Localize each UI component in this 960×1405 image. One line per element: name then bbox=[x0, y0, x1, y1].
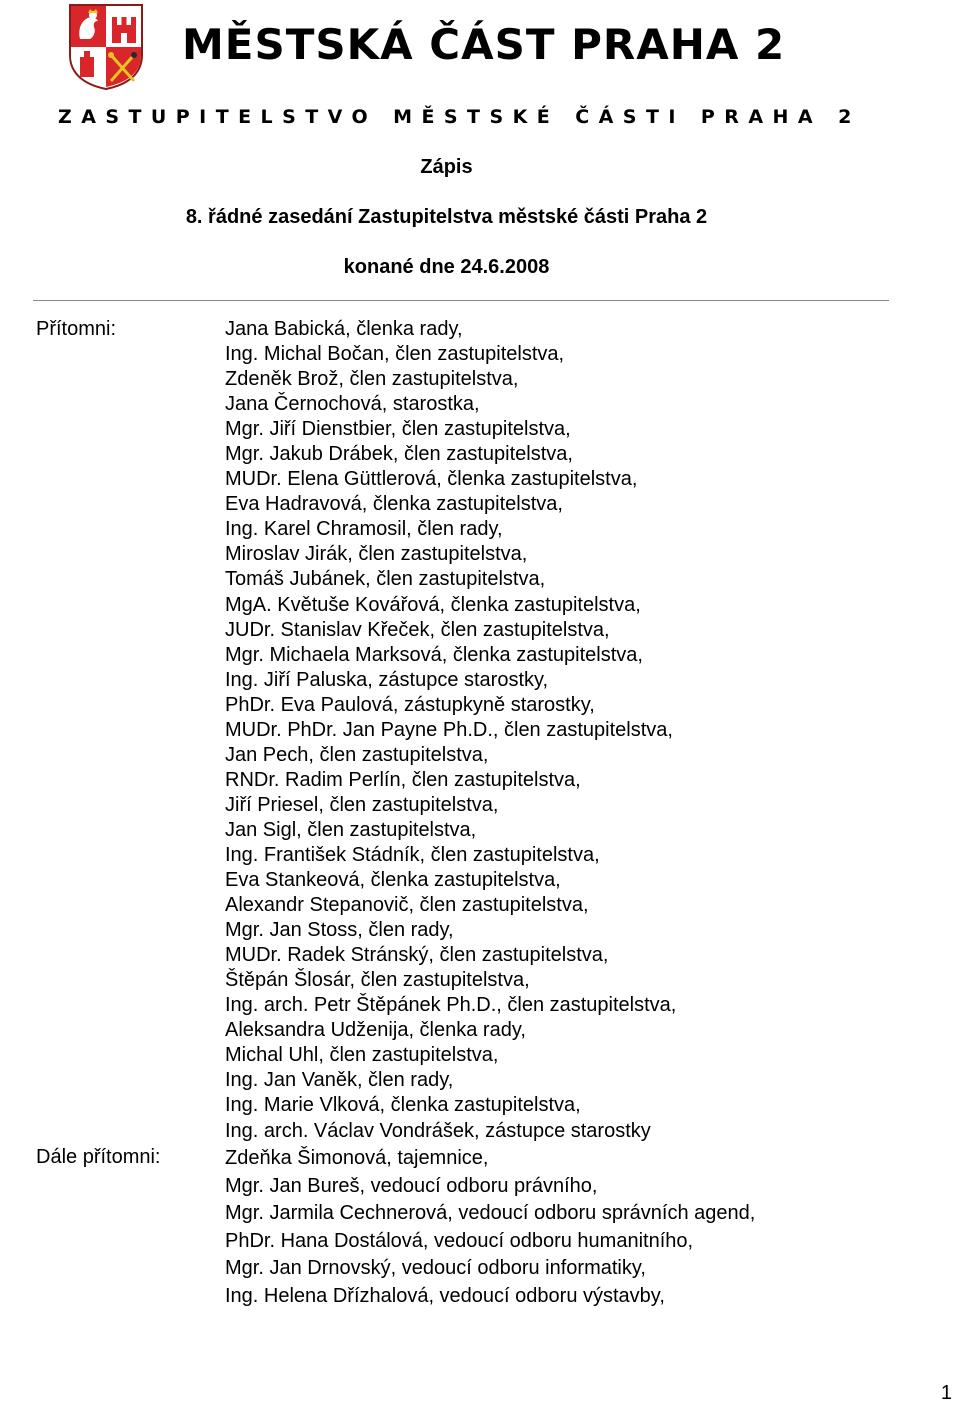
attendee-entry: MUDr. Elena Güttlerová, členka zastupitelstva, bbox=[225, 468, 638, 491]
attendee-entry: Aleksandra Udženija, členka rady, bbox=[225, 1019, 526, 1042]
attendee-entry: Jiří Priesel, člen zastupitelstva, bbox=[225, 793, 499, 816]
attendee-entry: Eva Stankeová, členka zastupitelstva, bbox=[225, 869, 561, 892]
attendee-entry: MgA. Květuše Kovářová, členka zastupitelstva, bbox=[225, 593, 641, 616]
attendee-entry: Mgr. Michaela Marksová, členka zastupitelstva, bbox=[225, 643, 643, 666]
attendee-entry: Mgr. Jarmila Cechnerová, vedoucí odboru správních agend, bbox=[225, 1202, 756, 1225]
attendee-entry: RNDr. Radim Perlín, člen zastupitelstva, bbox=[225, 768, 581, 791]
session-heading: 8. řádné zasedání Zastupitelstva městské části Praha 2 bbox=[185, 206, 708, 228]
attendee-entry: Mgr. Jan Drnovský, vedoucí odboru informatiky, bbox=[225, 1257, 646, 1280]
attendee-entry: Miroslav Jirák, člen zastupitelstva, bbox=[225, 543, 528, 566]
attendee-entry: MUDr. PhDr. Jan Payne Ph.D., člen zastupitelstva, bbox=[225, 718, 673, 741]
attendee-entry: Ing. Marie Vlková, členka zastupitelstva, bbox=[225, 1094, 581, 1117]
attendee-entry: Ing. František Stádník, člen zastupitelstva, bbox=[225, 843, 600, 866]
page-number: 1 bbox=[940, 1382, 952, 1404]
attendee-entry: Jan Pech, člen zastupitelstva, bbox=[225, 743, 489, 766]
attendee-entry: Mgr. Jiří Dienstbier, člen zastupitelstva, bbox=[225, 418, 571, 441]
praha-2-coat-of-arms-icon bbox=[68, 3, 144, 91]
also-present-list bbox=[225, 1145, 755, 1311]
attendee-entry: Ing. Karel Chramosil, člen rady, bbox=[225, 518, 503, 541]
attendee-entry: Mgr. Jan Stoss, člen rady, bbox=[225, 919, 454, 942]
attendee-entry: Ing. Jan Vaněk, člen rady, bbox=[225, 1069, 454, 1092]
attendee-entry: Eva Hadravová, členka zastupitelstva, bbox=[225, 493, 563, 516]
attendee-entry: Mgr. Jakub Drábek, člen zastupitelstva, bbox=[225, 443, 573, 466]
session-date: konané dne 24.6.2008 bbox=[343, 256, 550, 278]
present-members-list bbox=[225, 317, 676, 1144]
attendee-entry: Jan Sigl, člen zastupitelstva, bbox=[225, 818, 477, 841]
attendee-entry: MUDr. Radek Stránský, člen zastupitelstva, bbox=[225, 944, 609, 967]
masthead-title: MĚSTSKÁ ČÁST PRAHA 2 bbox=[182, 20, 786, 69]
attendee-entry: Alexandr Stepanovič, člen zastupitelstva, bbox=[225, 894, 589, 917]
attendee-entry: Mgr. Jan Bureš, vedoucí odboru právního, bbox=[225, 1174, 598, 1197]
attendee-entry: Ing. Jiří Paluska, zástupce starostky, bbox=[225, 668, 549, 691]
attendee-entry: Tomáš Jubánek, člen zastupitelstva, bbox=[225, 568, 546, 591]
masthead-subtitle: ZASTUPITELSTVO MĚSTSKÉ ČÁSTI PRAHA 2 bbox=[58, 106, 861, 128]
attendee-entry: JUDr. Stanislav Křeček, člen zastupitelstva, bbox=[225, 618, 610, 641]
attendee-entry: Štěpán Šlosár, člen zastupitelstva, bbox=[225, 969, 530, 992]
attendee-entry: Jana Babická, členka rady, bbox=[225, 318, 463, 340]
attendee-entry: Michal Uhl, člen zastupitelstva, bbox=[225, 1044, 499, 1067]
also-present-label: Dále přítomni: bbox=[36, 1146, 161, 1168]
attendee-entry: PhDr. Eva Paulová, zástupkyně starostky, bbox=[225, 693, 595, 716]
attendee-entry: Zdeňka Šimonová, tajemnice, bbox=[225, 1147, 489, 1169]
attendee-entry: Ing. arch. Václav Vondrášek, zástupce starostky bbox=[225, 1119, 651, 1142]
header-divider bbox=[33, 300, 889, 301]
document-title: Zápis bbox=[420, 156, 473, 178]
attendee-entry: Ing. Michal Bočan, člen zastupitelstva, bbox=[225, 343, 565, 366]
attendee-entry: Ing. Helena Dřízhalová, vedoucí odboru výstavby, bbox=[225, 1284, 665, 1307]
attendee-entry: Jana Černochová, starostka, bbox=[225, 393, 480, 416]
attendee-entry: PhDr. Hana Dostálová, vedoucí odboru humanitního, bbox=[225, 1229, 694, 1252]
attendee-entry: Zdeněk Brož, člen zastupitelstva, bbox=[225, 368, 519, 391]
present-label: Přítomni: bbox=[36, 318, 117, 340]
attendee-entry: Ing. arch. Petr Štěpánek Ph.D., člen zastupitelstva, bbox=[225, 994, 677, 1017]
